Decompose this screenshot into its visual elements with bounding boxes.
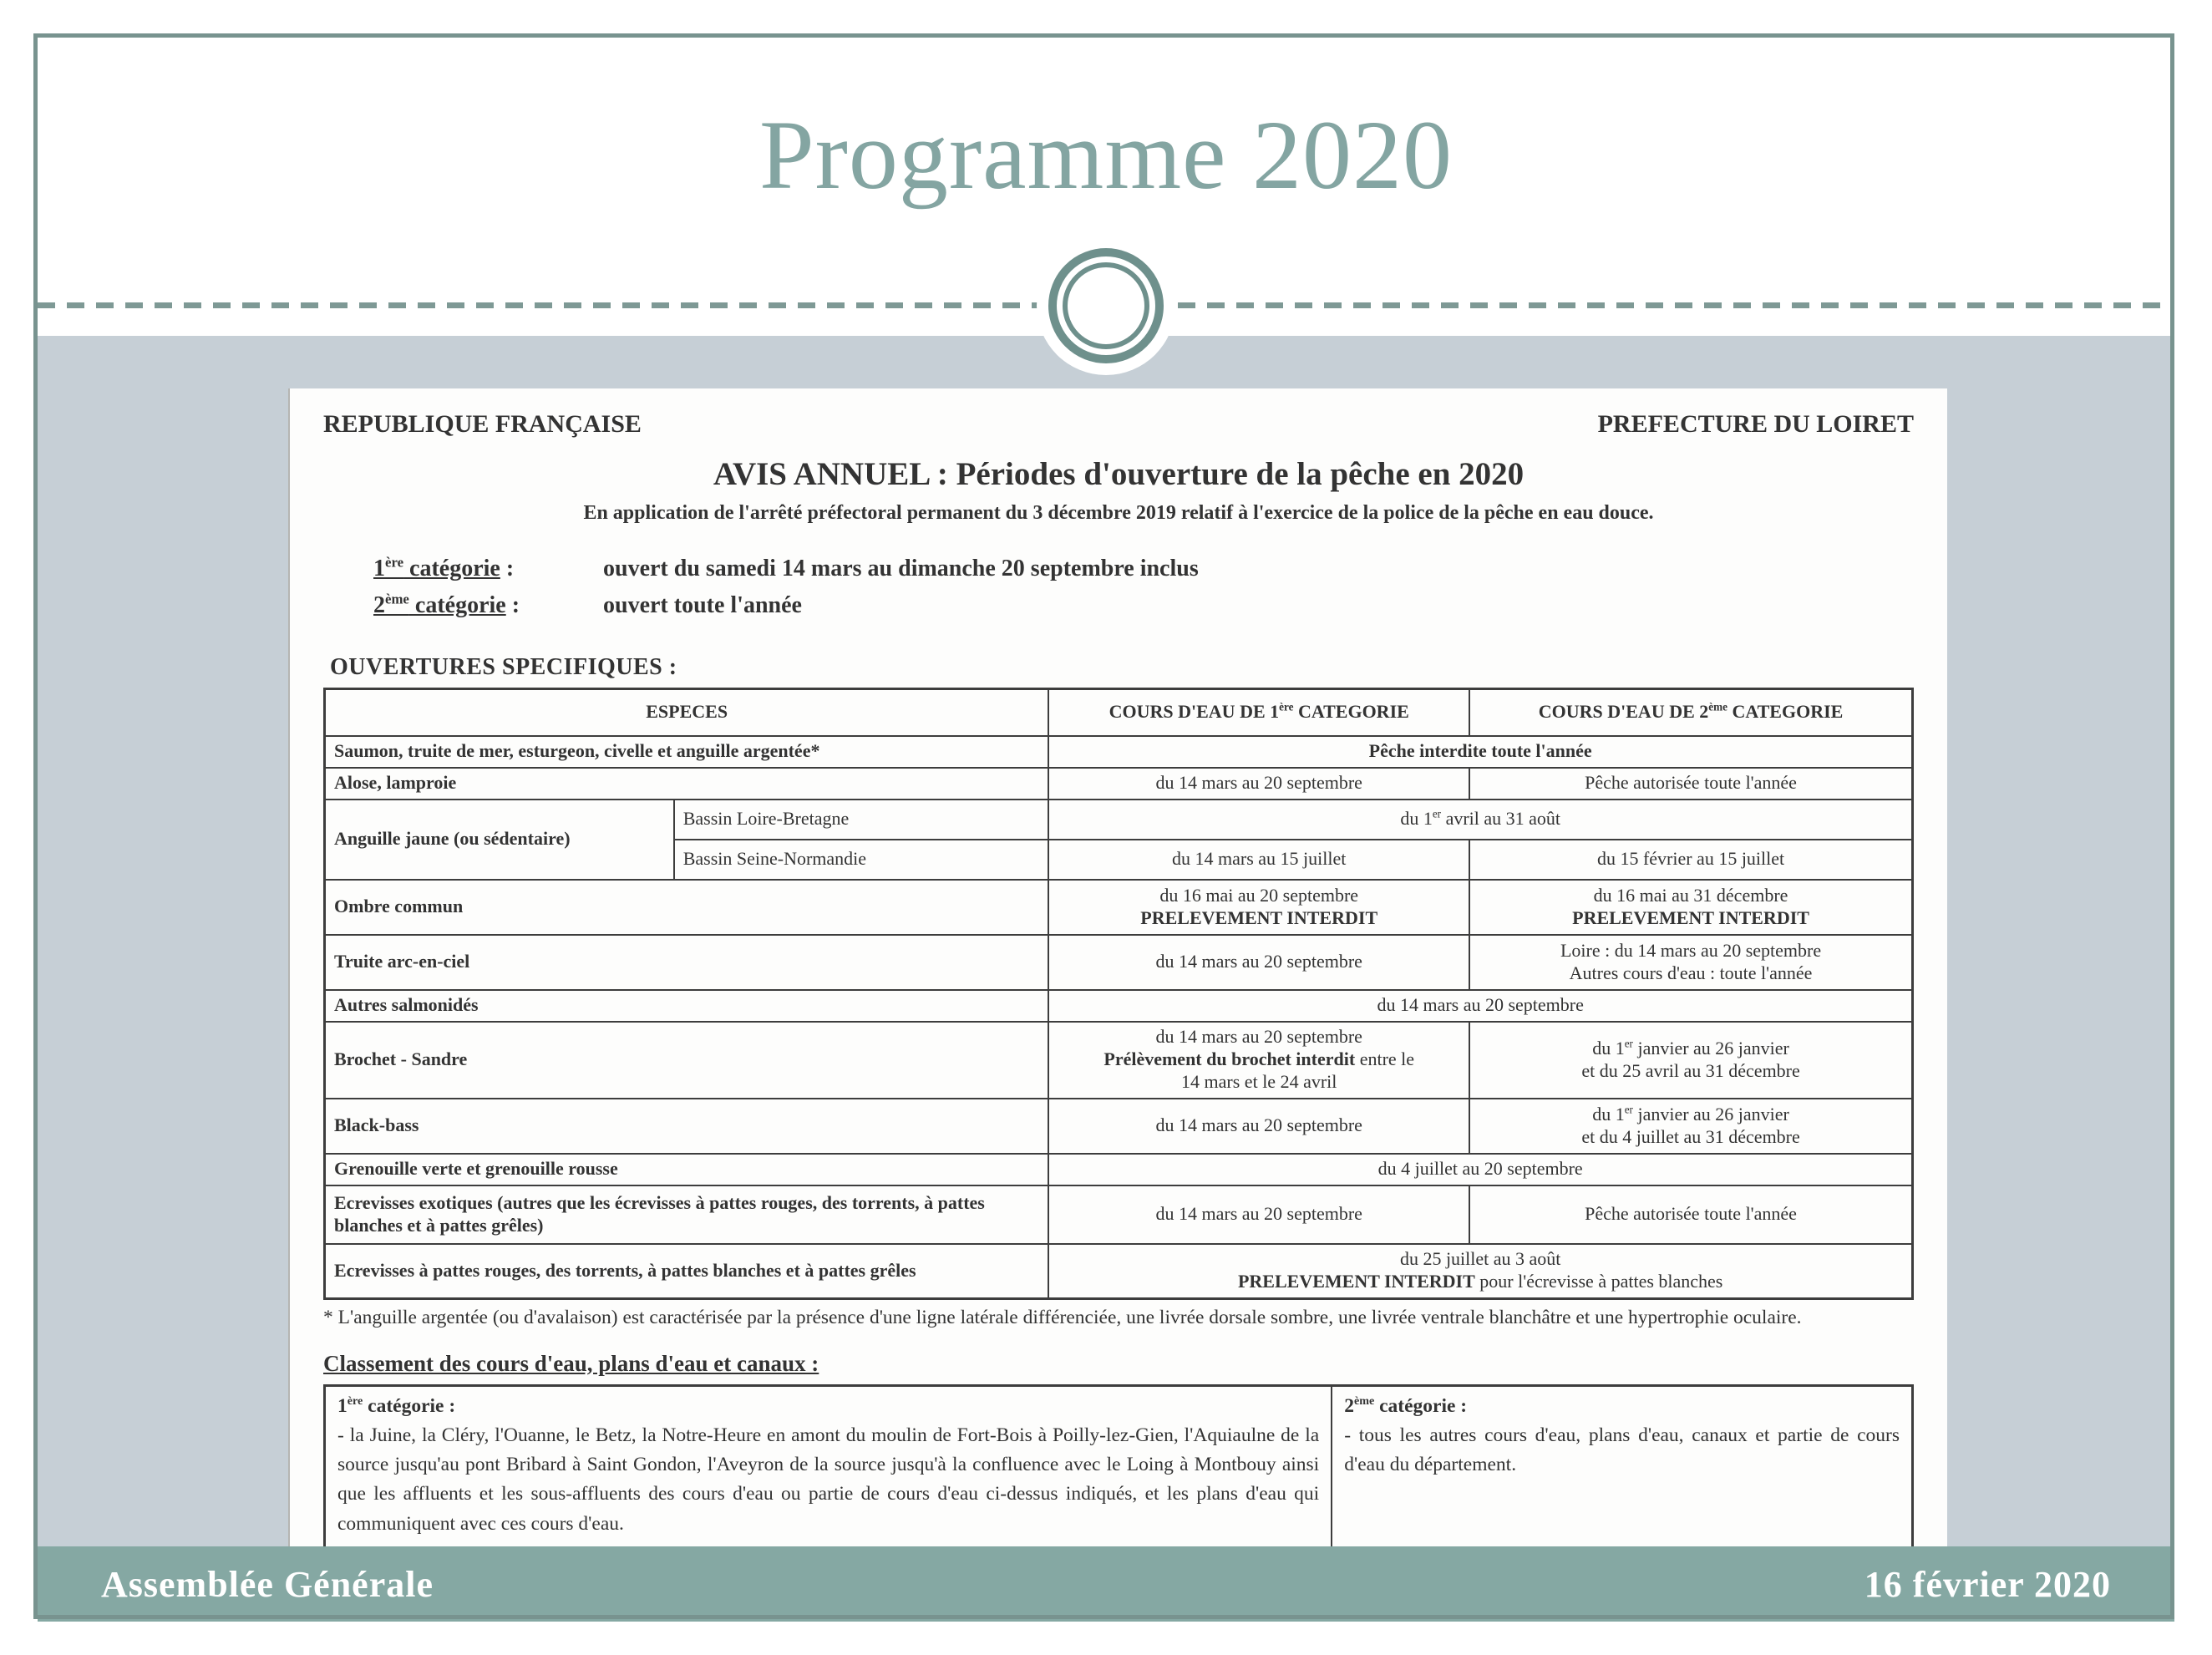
category-line-1	[373, 556, 1914, 592]
cell-anguille-cat2: du 15 février au 15 juillet	[1469, 840, 1912, 880]
cell-saumon-period: Pêche interdite toute l'année	[1048, 736, 1912, 768]
table-row-brochet	[325, 1022, 1913, 1099]
table-row-grenouille	[325, 1154, 1913, 1185]
header-cat2: COURS D'EAU DE 2ème CATEGORIE	[1469, 689, 1912, 736]
cell-salmonides-period: du 14 mars au 20 septembre	[1048, 990, 1912, 1022]
cell-ombre-cat1: du 16 mai au 20 septembre PRELEVEMENT INTERDIT	[1048, 880, 1469, 935]
cell-anguille-period1: du 1er avril au 31 août	[1048, 800, 1912, 840]
footer-right-text: 16 février 2020	[1864, 1563, 2111, 1605]
cell-brochet-species: Brochet - Sandre	[325, 1022, 1049, 1099]
cell-anguille-cat1: du 14 mars au 15 juillet	[1048, 840, 1469, 880]
table-row-ecrevisses-exotiques	[325, 1185, 1913, 1244]
cell-truite-cat2: Loire : du 14 mars au 20 septembre Autres cours d'eau : toute l'année	[1469, 935, 1912, 990]
category-2-value: ouvert toute l'année	[603, 592, 802, 618]
cell-brochet-cat1: du 14 mars au 20 septembre Prélèvement du brochet interdit entre le 14 mars et le 24 avril	[1048, 1022, 1469, 1099]
cell-anguille-species: Anguille jaune (ou sédentaire)	[325, 800, 674, 880]
cell-ecrevisses-pattes-period: du 25 juillet au 3 août PRELEVEMENT INTERDIT pour l'écrevisse à pattes blanches	[1048, 1244, 1912, 1299]
ornament-inner-ring-icon	[1063, 262, 1149, 349]
cell-anguille-bassin2: Bassin Seine-Normandie	[674, 840, 1049, 880]
divider-circle-ornament	[1037, 236, 1175, 375]
classification-cat2-text: - tous les autres cours d'eau, plans d'eau, canaux et partie de cours d'eau du département.	[1344, 1424, 1900, 1476]
cell-brochet-cat2: du 1er janvier au 26 janvier et du 25 avril au 31 décembre	[1469, 1022, 1912, 1099]
species-opening-periods-table	[323, 688, 1914, 1300]
classification-heading: Classement des cours d'eau, plans d'eau et canaux :	[323, 1350, 819, 1376]
cell-grenouille-period: du 4 juillet au 20 septembre	[1048, 1154, 1912, 1185]
cell-blackbass-cat2: du 1er janvier au 26 janvier et du 4 juillet au 31 décembre	[1469, 1099, 1912, 1154]
table-row-ecrevisses-pattes	[325, 1244, 1913, 1299]
header-especes: ESPECES	[325, 689, 1049, 736]
cell-ecrevisses-pattes-species: Ecrevisses à pattes rouges, des torrents, à pattes blanches et à pattes grêles	[325, 1244, 1049, 1299]
doc-categories	[373, 556, 1914, 629]
scanned-document	[288, 388, 1947, 1546]
table-row-anguille-1	[325, 800, 1913, 840]
header-cat1: COURS D'EAU DE 1ère CATEGORIE	[1048, 689, 1469, 736]
cell-ecrevisses-exotiques-species: Ecrevisses exotiques (autres que les écrevisses à pattes rouges, des torrents, à pattes blanches et à pattes grêles)	[325, 1185, 1049, 1244]
classification-cat1-text: - la Juine, la Cléry, l'Ouanne, le Betz, la Notre-Heure en amont du moulin de Fort-Bois à Poilly-lez-Gien, l'Aquiaulne de la source jusqu'au pont Bribard à Saint Gondon, l'Aveyron de la source jusqu'à la confluence avec le Loing à Montbouy ainsi que les affluents et les sous-affluents des cours d'eau ou partie de cours d'eau ci-dessus indiqués, et les plans d'eau qui communiquent avec ces cours d'eau.	[337, 1424, 1320, 1535]
cell-blackbass-cat1: du 14 mars au 20 septembre	[1048, 1099, 1469, 1154]
doc-title: AVIS ANNUEL : Périodes d'ouverture de la pêche en 2020	[713, 456, 1525, 492]
classification-cat2	[1332, 1387, 1911, 1546]
doc-subtitle: En application de l'arrêté préfectoral permanent du 3 décembre 2019 relatif à l'exercice de la police de la pêche en eau douce.	[583, 502, 1654, 524]
section-heading: OUVERTURES SPECIFIQUES :	[330, 654, 677, 680]
cell-alose-cat2: Pêche autorisée toute l'année	[1469, 768, 1912, 800]
cell-anguille-bassin1: Bassin Loire-Bretagne	[674, 800, 1049, 840]
cell-truite-species: Truite arc-en-ciel	[325, 935, 1049, 990]
cell-alose-cat1: du 14 mars au 20 septembre	[1048, 768, 1469, 800]
footer-left-text: Assemblée Générale	[101, 1563, 434, 1605]
footnote: * L'anguille argentée (ou d'avalaison) est caractérisée par la présence d'une ligne latérale différenciée, une livrée dorsale sombre, une livrée ventrale blanchâtre et une hypertrophie oculaire.	[323, 1307, 1802, 1328]
category-2-label: 2ème catégorie :	[373, 591, 520, 618]
doc-org-left: REPUBLIQUE FRANÇAISE	[323, 410, 642, 438]
table-row-saumon	[325, 736, 1913, 768]
classification-box	[323, 1384, 1914, 1546]
document-header	[323, 410, 1914, 439]
classification-cat1	[326, 1387, 1332, 1546]
table-row-blackbass	[325, 1099, 1913, 1154]
slide-title: Programme 2020	[758, 100, 1454, 210]
table-row-truite	[325, 935, 1913, 990]
cell-ombre-species: Ombre commun	[325, 880, 1049, 935]
classification-cat1-label: 1ère catégorie :	[337, 1394, 456, 1417]
cell-saumon-species: Saumon, truite de mer, esturgeon, civelle et anguille argentée*	[325, 736, 1049, 768]
cell-blackbass-species: Black-bass	[325, 1099, 1049, 1154]
table-row-salmonides	[325, 990, 1913, 1022]
cell-alose-species: Alose, lamproie	[325, 768, 1049, 800]
classification-cat2-label: 2ème catégorie :	[1344, 1394, 1468, 1417]
table-row-ombre	[325, 880, 1913, 935]
cell-ecrevisses-exotiques-cat2: Pêche autorisée toute l'année	[1469, 1185, 1912, 1244]
cell-grenouille-species: Grenouille verte et grenouille rousse	[325, 1154, 1049, 1185]
table-header-row	[325, 689, 1913, 736]
category-1-label: 1ère catégorie :	[373, 554, 515, 581]
cell-ecrevisses-exotiques-cat1: du 14 mars au 20 septembre	[1048, 1185, 1469, 1244]
cell-ombre-cat2: du 16 mai au 31 décembre PRELEVEMENT INTERDIT	[1469, 880, 1912, 935]
category-line-2	[373, 592, 1914, 629]
cell-salmonides-species: Autres salmonidés	[325, 990, 1049, 1022]
category-1-value: ouvert du samedi 14 mars au dimanche 20 septembre inclus	[603, 556, 1199, 581]
cell-truite-cat1: du 14 mars au 20 septembre	[1048, 935, 1469, 990]
doc-org-right: PREFECTURE DU LOIRET	[1597, 410, 1914, 438]
footer-bar	[38, 1546, 2174, 1622]
table-row-alose	[325, 768, 1913, 800]
